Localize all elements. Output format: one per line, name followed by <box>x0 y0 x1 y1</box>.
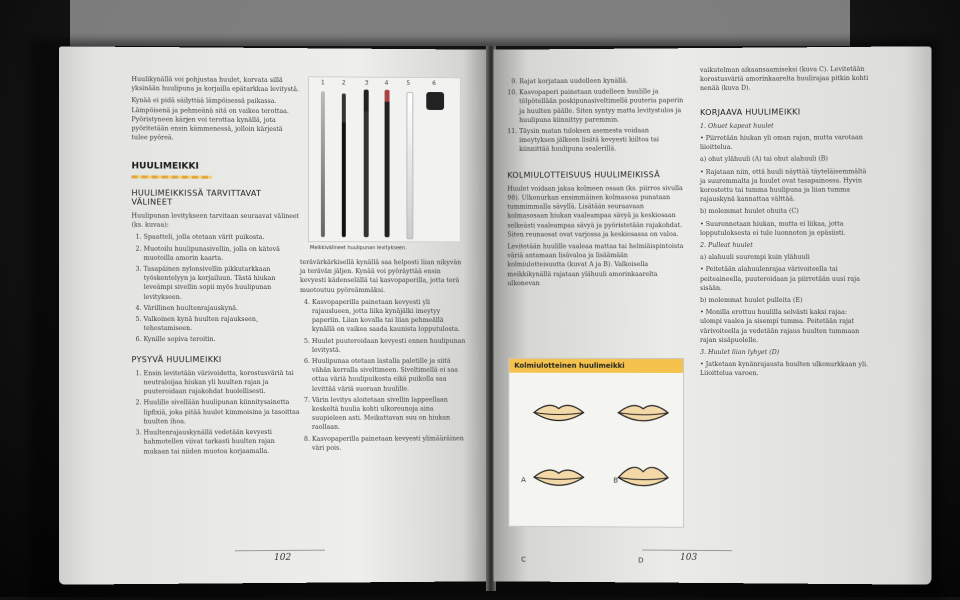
list-item: • Piirretään hiukan yli oman rajan, mutta varotaan liioittelua. <box>700 134 863 152</box>
photo-number: 1 <box>320 79 325 87</box>
photo-number: 4 <box>384 79 389 87</box>
list-item: b) molemmat huulet pulleita (E) <box>700 297 803 305</box>
lip-pencil-icon <box>385 90 390 238</box>
list-item: 9. Rajat korjataan uudelleen kynällä. <box>519 76 686 86</box>
list-item: 10. Kasvopaperi painetaan uudelleen huulille ja tölpötellään poskipunasiveltimellä puuteria paperin ja huulten päälle. Siten syntyy matta levitystulos ja huulipuna kiinnittyy paremmin. <box>519 87 686 125</box>
page-number: 102 <box>274 552 292 564</box>
left-page <box>59 46 489 584</box>
list-item: 1. Ohuet kapeat huulet <box>700 122 774 130</box>
photo-number: 6 <box>432 80 436 88</box>
left-col-2 <box>300 258 467 455</box>
section-title: HUULIMEIKKI <box>131 161 199 173</box>
tools-intro: Huulipunan levitykseen tarvitaan seuraavat välineet (ks. kuvaa): <box>131 212 300 229</box>
subhead-3d: KOLMIULOTTEISUUS HUULIMEIKISSÄ <box>507 169 660 180</box>
section-title-underline <box>131 175 211 178</box>
list-item: a) ohut ylähuuli (A) tai ohut alahuuli (B) <box>700 155 828 164</box>
sharpener-icon <box>426 92 444 110</box>
brush-icon <box>364 90 369 238</box>
list-item: 2. Pulleat huulet <box>700 241 753 250</box>
list-item: 4. Värillinen huultenrajauskynä. <box>144 304 300 313</box>
steps-list <box>300 298 467 453</box>
diagram-label: B <box>613 476 619 485</box>
list-item: 1. Spaatteli, jolla otetaan värit puikosta. <box>144 233 300 243</box>
photo-caption: Meikkivälineet huulipunan levitykseen. <box>309 245 407 252</box>
photo-number: 2 <box>341 79 346 87</box>
page-number-rule <box>235 550 325 552</box>
intro-paragraph: Kynää ei pidä säilyttää lämpöisessä paikassa. Lämpöisenä ja pehmeänä sitä on vaikea terottaa. Pyöristyneen kärjen voi terottaa kynällä, jota pyöritetään ensin kämmenessä, jolloin kärjestä tulee pyöreä. <box>131 97 289 142</box>
page-number: 103 <box>680 552 698 563</box>
paragraph: terävärkärkisellä kynällä saa helposti liian nikyvän ja terävän jäljen. Kynää voi pyöräyttää ensin kevyesti kädenselällä tai kasvopaperilla, jotta terä muotoutuu pyöreämmäksi. <box>299 259 462 294</box>
spatula-icon <box>321 91 325 237</box>
list-item: • Monilla erottuu huulilla selvästi kaksi rajaa: ulompi vaalea ja sisempi tumma. Peitetään rajat värivoiteella ja vedetään rajaus huulten tummaan rajan sisäpuolelle. <box>700 309 860 344</box>
paragraph: Levitetään huulille vaaleaa mattaa tai helmiäispintoista väriä antamaan lisävaloa ja lisäämään kolmiulotteisuutta (kuvat A ja B). Valkoisella meikkikynällä rajataan ylähuuli amorinkaarelta ulkonevan <box>507 243 684 288</box>
list-item: 4. Kasvopaperilla painetaan kevyesti yli rajauslueen, jotta liika kynäjälki imeytyy paperiin. Liian kovalla tai liian pehmeällä kynällä on vaikea saada kaunista lopputulosta. <box>312 298 467 335</box>
paragraph: vaikutelman aikaansaamiseksi (kuva C). Levitetään korostusväriä amorinkaarelta huulirajaa pitkin kohti nenää (kuva D). <box>700 65 869 93</box>
subhead-corrective: KORJAAVA HUULIMEIKKI <box>700 107 801 117</box>
photo-number: 5 <box>406 79 411 87</box>
list-item: 6. Huulipunaa otetaan lastalla paletille ja siitä vähän kerralla siveltimeen. Siveltimellä ei saa ottaa väriä huulipuikosta eikä puikolla saa levittää väriä suoraan huulille. <box>312 357 467 394</box>
list-item: • Peitetään alahuulenrajaa värivoiteella tai peiteaineella, puuteroidaan ja piirretään uusi raja sisään. <box>700 266 860 292</box>
lasting-list <box>131 369 299 456</box>
list-item: 1. Ensin levitetään värivoidetta, korostusväriä tai neutraloijaa hiukan yli huulten rajan ja puuteroidaan rajakohdat huolellisesti. <box>144 369 300 397</box>
diagram-label: D <box>638 556 644 565</box>
brushes-photo <box>308 76 461 242</box>
list-item: 2. Muotoilu huulipunasivellin, jolla on kätevä muotoilla amorin kaarta. <box>144 244 300 263</box>
lips-icon <box>534 405 668 485</box>
diagram-label: C <box>521 555 527 564</box>
left-col-1 <box>131 75 299 458</box>
list-item: 11. Täysin matan tuloksen asemesta voidaan imeytyksen jälkeen lisätä kevyesti kiiltoa tai kiinnittää huulipuna sealerillä. <box>519 126 686 154</box>
list-item: 2. Huulille sivellään huulipunan kiinnitysainetta lipfixiä, joka pitää huulet kimmoisina ja tasoittaa huulten ihoa. <box>144 398 300 426</box>
intro-paragraph: Huulikynällä voi pohjustaa huulet, korvata sillä yksinään huulipuna ja korjailla epätarkkaa levitystä. <box>131 76 299 94</box>
subhead-tools: HUULIMEIKKISSÄ TARVITTAVAT VÄLINEET <box>131 188 262 207</box>
list-item: • Rajataan niin, että huuli näyttää täyteläisemmältä ja suuremmalta ja huulet ovat tasapainossa. Hyvin korostettu tai tumma huulipuna ja liian tumma rajauskynä kannattaa välttää. <box>700 167 867 204</box>
list-item: 7. Värin levitys aloitetaan sivellin lappeellaan keskeltä huulia kohti ulkoreunoja aina suupieleen asti. Meikattavan suu on hiukan raollaan. <box>312 395 467 432</box>
lip-diagram-drawing <box>509 373 683 523</box>
diagram-label: A <box>521 476 526 485</box>
page-number-rule <box>642 550 732 552</box>
list-item: 3. Tasapäinen nylonsivellin pikkutarkkaan työskentelyyn ja korjailuun. Tästä hiukan leveämpi sivellin sopii myös huulipunan levitykseen. <box>144 265 300 302</box>
list-item: 5. Valkoinen kynä huulten rajaukseen, tehostamiseen. <box>144 315 300 333</box>
list-item: 3. Huulet liian lyhyet (D) <box>700 349 780 357</box>
list-item: b) molemmat huulet ohuita (C) <box>700 208 799 216</box>
right-col-2 <box>700 65 871 382</box>
photo-number: 3 <box>364 79 369 87</box>
white-pencil-icon <box>406 92 413 239</box>
list-item: a) alahuuli suurempi kuin ylähuuli <box>700 254 810 262</box>
steps-list <box>507 76 686 154</box>
right-page <box>494 46 932 584</box>
subhead-lasting: PYSYVÄ HUULIMEIKKI <box>131 354 222 364</box>
list-item: • Suurennetaan hiukan, mutta ei liikaa, jotta lopputuloksesta ei tule luonnoton ja epäsiisti. <box>700 220 846 237</box>
list-item: • Jatketaan kynänrajausta huulten ulkonurkkaan yli. Liioittelua varoen. <box>700 361 869 378</box>
brush-icon <box>342 93 346 237</box>
lip-diagram <box>508 358 684 565</box>
list-item: 5. Huulet puuteroidaan kevyesti ennen huulipunan levitystä. <box>312 337 467 355</box>
list-item: 3. Huultenrajauskynällä vedetään kevyesti hahmotellen viivat tarkasti huulten rajan mukaan tai niiden muotoa korjaamalla. <box>144 428 300 456</box>
lip-diagram-title: Kolmiulotteinen huulimeikki <box>509 359 683 373</box>
tools-list <box>131 233 299 345</box>
right-col-1 <box>507 76 686 291</box>
list-item: 8. Kasvopaperilla painetaan kevyesti ylimääräinen väri pois. <box>312 434 467 453</box>
paragraph: Huulet voidaan jakaa kolmeen osaan (ks. piirros sivulla 98). Ulkonurkan ensimmäinen kolmasosa punataan tummimmalla sävyllä. Lisätään seuraavaan kolmasosaan hiukan vaaleampaa sävyä ja keskiosaan selkeästi vaaleampaa sävyä ja pyöristetään rajakohdat. Siten reunaosat ovat varjossa ja keskiosassa on valoa. <box>507 184 683 239</box>
list-item: 6. Kynille sopiva teroitin. <box>144 335 300 344</box>
